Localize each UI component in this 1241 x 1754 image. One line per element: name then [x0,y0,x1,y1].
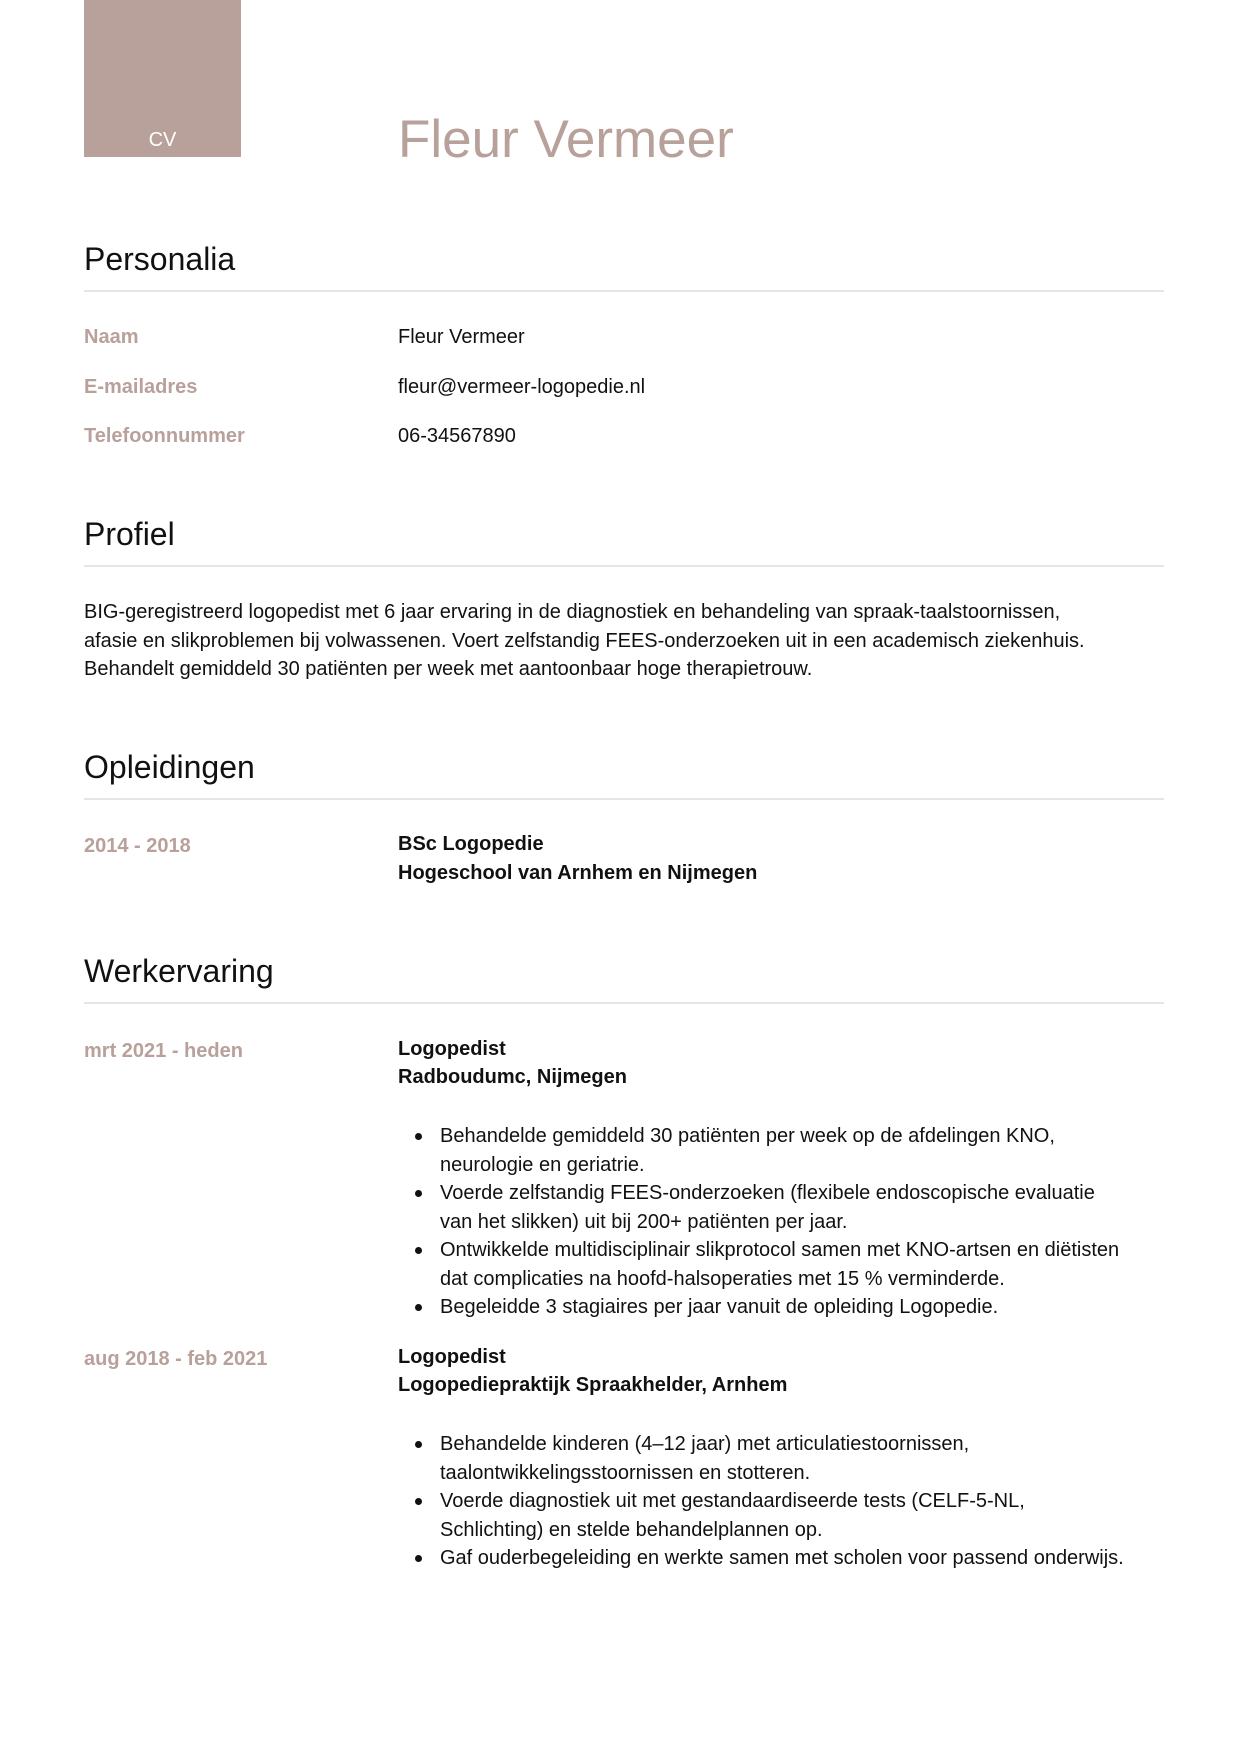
bullet-line: Begeleidde 3 stagiaires per jaar vanuit de opleiding Logopedie. [440,1296,999,1318]
list-item [398,1430,1178,1487]
list-item [398,1179,1178,1236]
bullet-line: Voerde zelfstandig FEES-onderzoeken (flexibele endoscopische evaluatie [440,1182,1095,1204]
job-role: Logopedist [398,1346,506,1368]
list-item [398,1544,1178,1573]
section-divider [84,565,1164,567]
profile-line: afasie en slikproblemen bij volwassenen. Voert zelfstandig FEES-onderzoeken uit in een academisch ziekenhuis. [84,629,1085,652]
job-employer: Logopediepraktijk Spraakhelder, Arnhem [398,1374,788,1396]
value-naam: Fleur Vermeer [398,326,525,348]
value-telefoon: 06-34567890 [398,425,516,447]
list-item [398,1293,1178,1322]
bullet-line: Schlichting) en stelde behandelplannen op. [440,1518,823,1541]
job-bullet-list [398,1430,1178,1573]
job-employer: Radboudumc, Nijmegen [398,1066,627,1088]
bullet-line: taalontwikkelingsstoornissen en stotteren. [440,1461,811,1484]
list-item [398,1236,1178,1293]
education-degree: BSc Logopedie [398,833,544,855]
section-title-profiel: Profiel [84,516,175,552]
profile-line: BIG-geregistreerd logopedist met 6 jaar ervaring in de diagnostiek en behandeling van spraak-taalstoornissen, [84,601,1061,623]
section-title-werkervaring: Werkervaring [84,953,274,989]
label-naam: Naam [84,326,139,348]
education-school: Hogeschool van Arnhem en Nijmegen [398,862,758,884]
profile-paragraph [84,598,1174,684]
bullet-line: neurologie en geriatrie. [440,1153,645,1176]
label-telefoon: Telefoonnummer [84,425,245,447]
list-item [398,1122,1178,1179]
cv-badge: CV [84,0,241,157]
job-role: Logopedist [398,1038,506,1060]
list-item [398,1487,1178,1544]
label-email: E-mailadres [84,376,198,398]
section-divider [84,798,1164,800]
bullet-line: Behandelde gemiddeld 30 patiënten per week op de afdelingen KNO, [440,1125,1055,1147]
page-title: Fleur Vermeer [398,110,734,169]
job-period: mrt 2021 - heden [84,1040,243,1062]
section-divider [84,1002,1164,1004]
job-bullet-list [398,1122,1178,1322]
section-title-opleidingen: Opleidingen [84,749,255,785]
bullet-line: dat complicaties na hoofd-halsoperaties met 15 % verminderde. [440,1267,1005,1290]
job-period: aug 2018 - feb 2021 [84,1348,268,1370]
value-email: fleur@vermeer-logopedie.nl [398,376,646,398]
bullet-line: Voerde diagnostiek uit met gestandaardiseerde tests (CELF-5-NL, [440,1490,1025,1512]
section-title-personalia: Personalia [84,241,236,277]
bullet-line: Behandelde kinderen (4–12 jaar) met articulatiestoornissen, [440,1433,970,1455]
bullet-line: Gaf ouderbegeleiding en werkte samen met scholen voor passend onderwijs. [440,1547,1124,1569]
bullet-line: Ontwikkelde multidisciplinair slikprotocol samen met KNO-artsen en diëtisten [440,1239,1120,1261]
section-divider [84,290,1164,292]
profile-line: Behandelt gemiddeld 30 patiënten per week met aantoonbaar hoge therapietrouw. [84,658,813,680]
education-period: 2014 - 2018 [84,835,191,857]
bullet-line: van het slikken) uit bij 200+ patiënten per jaar. [440,1210,848,1233]
